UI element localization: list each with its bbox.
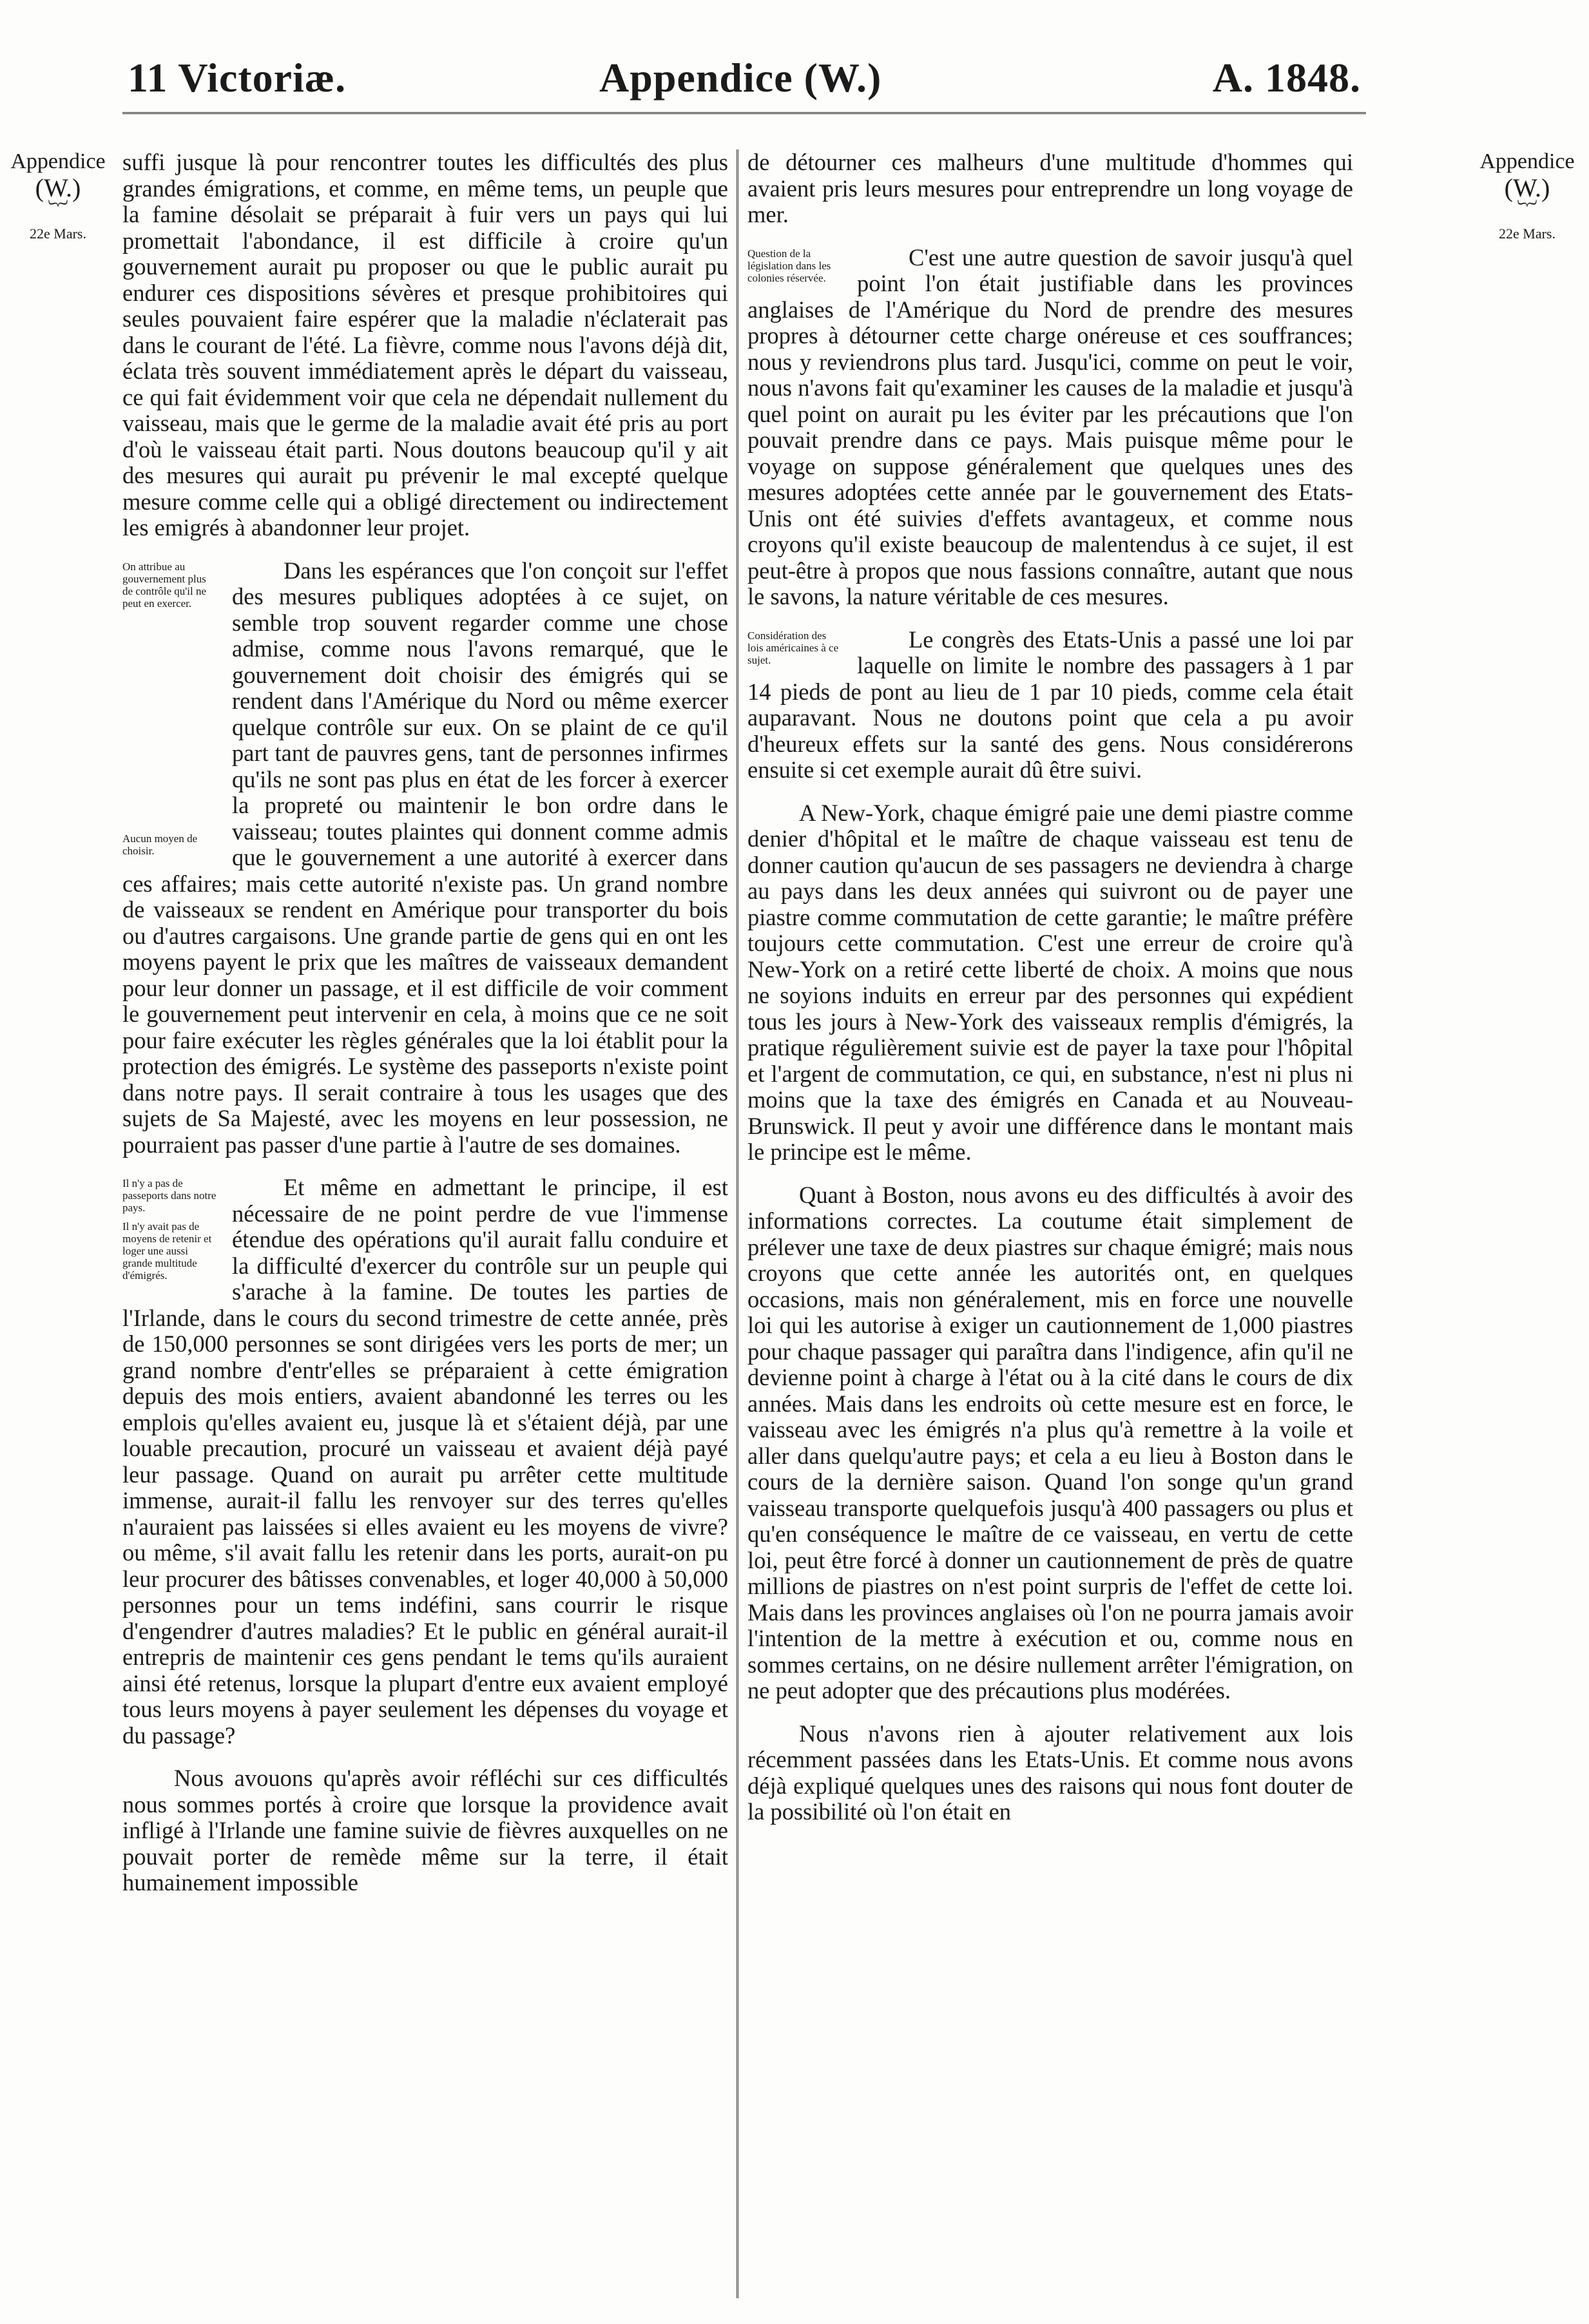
margin-note: Il n'y a pas de passeports dans notre pays. — [122, 1177, 217, 1214]
header-left: 11 Victoriæ. — [128, 55, 347, 101]
margin-note: On attribue au gouvernement plus de contrôle qu'il ne peut en exercer. — [122, 560, 207, 610]
margin-note: Question de la législation dans les colonies réservée. — [747, 247, 831, 284]
side-note-right — [1476, 149, 1579, 242]
margin-note: Aucun moyen de choisir. — [122, 832, 198, 857]
paragraph: Nous n'avons rien à ajouter relativement aux lois récemment passées dans les Etats-Unis. Et comme nous avons déjà expliqué quelques unes des raisons qui nous font douter de la possibilité où l'on était en — [747, 1720, 1353, 1825]
paragraph: Quant à Boston, nous avons eu des difficultés à avoir des informations correctes. La coutume était simplement de prélever une taxe de deux piastres sur chaque émigré; mais nous croyons que cette année les autorités ont, en quelques occasions, mais non généralement, mis en force une nouvelle loi qui les autorise à exiger un cautionnement de 1,000 piastres pour chaque passager qui paraîtra dans l'indigence, afin qu'il ne devienne point à charge à l'état ou à la cité dans le cours de dix années. Mais dans les endroits où cette mesure est en force, le vaisseau avec les émigrés n'a plus qu'à remettre à la voile et aller dans quelqu'autre pays; et cela a eu lieu à Boston dans le cours de la dernière saison. Quand l'on songe qu'un grand vaisseau transporte quelquefois jusqu'à 400 passagers ou plus et qu'en conséquence le maître de ce vaisseau, en vertu de cette loi, peut être forcé à donner un cautionnement de près de quatre millions de piastres on n'est point surpris de l'effet de cette loi. Mais dans les provinces anglaises où l'on ne pourra jamais avoir l'intention de la mettre à exécution et ou, comme nous en sommes certains, on ne désire nullement arrêter l'émigration, on ne peut adopter que des précautions plus modérées. — [747, 1181, 1353, 1704]
side-left-letter: (W.) — [35, 173, 81, 202]
side-left-appendice: Appendice — [10, 149, 106, 173]
paragraph: de détourner ces malheurs d'une multitude d'hommes qui avaient pris leurs mesures pour entreprendre un long voyage de mer. — [747, 149, 1353, 227]
paragraph: A New-York, chaque émigré paie une demi piastre comme denier d'hôpital et le maître de chaque vaisseau est tenu de donner caution qu'aucun de ses passagers ne deviendra à charge au pays dans les deux années qui suivront ou de payer une piastre comme commutation de cette garantie; le maître préfère toujours cette commutation. C'est une erreur de croire qu'à New-York on a retiré cette liberté de choix. A moins que nous ne soyions induits en erreur par des personnes qui expédient tous les jours à New-York des vaisseaux remplis d'émigrés, la pratique régulièrement suivie est de payer la taxe pour l'hôpital et l'argent de commutation, ce qui, en substance, n'est ni plus ni moins que la taxe des émigrés en Canada et au Nouveau-Brunswick. Il peut y avoir une différence dans le montant mais le principe est le même. — [747, 799, 1353, 1165]
margin-note: Il n'y avait pas de moyens de retenir et loger une aussi grande multitude d'émigrés. — [122, 1220, 212, 1282]
side-left-date: 22e Mars. — [30, 226, 86, 242]
paragraph: C'est une autre question de savoir jusqu'à quel point l'on était justifiable dans les provinces anglaises de l'Amérique du Nord de prendre des mesures propres à détourner cette charge onéreuse et ces souffrances; nous y reviendrons plus tard. Jusqu'ici, comme on peut le voir, nous n'avons fait qu'examiner les causes de la maladie et jusqu'à quel point on aurait pu les éviter par les précautions que l'on pouvait prendre dans ce pays. Mais puisque même pour le voyage on suppose généralement que quelques unes des mesures adoptées cette année par le gouvernement des Etats-Unis ont été suivies d'effets avantageux, et comme nous croyons qu'il existe beaucoup de malentendus à ce sujet, il est peut-être à propos que nous fassions connaître, autant que nous le savons, la nature véritable de ces mesures. — [747, 244, 1353, 610]
side-right-date: 22e Mars. — [1499, 226, 1555, 242]
side-right-appendice: Appendice — [1479, 149, 1575, 173]
side-right-letter: (W.) — [1504, 173, 1550, 202]
brace-icon: ︸ — [1517, 200, 1537, 222]
page-header — [122, 54, 1366, 114]
paragraph: Et même en admettant le principe, il est nécessaire de ne point perdre de vue l'immense étendue des opérations qu'il aurait fallu conduire et la difficulté d'exercer du contrôle sur un peuple qui s'arache à la famine. De toutes les parties de l'Irlande, dans le cours du second trimestre de cette année, près de 150,000 personnes se sont dirigées vers les ports de mer; un grand nombre d'entr'elles se préparaient à cette émigration depuis des mois entiers, avaient abandonné les terres ou les emplois qu'elles avaient eu, jusque là et s'étaient déjà, par une louable precaution, procuré un vaisseau et avaient déjà payé leur passage. Quand on aurait pu arrêter cette multitude immense, aurait-il fallu les renvoyer sur des terres qu'elles n'auraient pas laissées si elles avaient eu les moyens de vivre? ou même, s'il avait fallu les retenir dans les ports, aurait-on pu leur procurer des bâtisses convenables, et loger 40,000 à 50,000 personnes pour un tems indéfini, sans courrir le risque d'engendrer d'autres maladies? Et le public en général aurait-il entrepris de maintenir ces gens pendant le tems qu'ils auraient ainsi été retenus, lorsque la plupart d'entre eux avaient employé tous leurs moyens à payer seulement les dépenses du voyage et du passage? — [122, 1174, 728, 1749]
margin-note: Considération des lois américaines à ce sujet. — [747, 629, 839, 666]
column-left — [122, 149, 728, 2298]
paragraph: suffi jusque là pour rencontrer toutes les difficultés des plus grandes émigrations, et comme, en même tems, un peuple que la famine désolait se préparait à fuir vers un pays qui lui promettait l'abondance, il est difficile à croire qu'un gouvernement aurait pu proposer ou que le public aurait pu endurer ces dispositions sévères et presque prohibitoires qui seules pouvaient faire espérer que la maladie n'éclaterait pas dans le courant de l'été. La fièvre, comme nous l'avons déjà dit, éclata très souvent immédiatement après le départ du vaisseau, ce qui fait évidemment voir que cela ne dépendait nullement du vaisseau, mais que le germe de la maladie avait été pris au port d'où le vaisseau était parti. Nous doutons beaucoup qu'il y ait des mesures qui aurait pu prévenir le mal excepté quelque mesure comme celle qui a obligé directement ou indirectement les emigrés à abandonner leur projet. — [122, 149, 728, 541]
side-note-left — [6, 149, 110, 242]
column-divider — [737, 149, 738, 2298]
header-year: A. 1848. — [1212, 55, 1361, 101]
column-right — [747, 149, 1353, 2298]
paragraph: Nous avouons qu'après avoir réfléchi sur ces difficultés nous sommes portés à croire que lorsque la providence avait infligé à l'Irlande une famine suivie de fièvres auxquelles on ne pouvait porter de remède même sur la terre, il était humainement impossible — [122, 1765, 728, 1896]
paragraph: Le congrès des Etats-Unis a passé une loi par laquelle on limite le nombre des passagers à 1 par 14 pieds de pont au lieu de 1 par 10 pieds, comme cela était auparavant. Nous ne doutons point que cela a pu avoir d'heureux effets sur la santé des gens. Nous considérerons ensuite si cet exemple aurait dû être suivi. — [747, 626, 1353, 783]
brace-icon: ︸ — [48, 200, 68, 222]
header-title: Appendice (W.) — [599, 55, 882, 101]
paragraph: Dans les espérances que l'on conçoit sur l'effet des mesures publiques adoptées à ce sujet, on semble trop souvent regarder comme une chose admise, comme nous l'avons remarqué, que le gouvernement doit choisir des émigrés qui se rendent dans l'Amérique du Nord ou même exercer quelque contrôle sur eux. On se plaint de ce qu'il part tant de pauvres gens, tant de personnes infirmes qu'ils ne sont pas plus en état de les forcer à exercer la propreté ou maintenir le bon ordre dans le vaisseau; toutes plaintes qui donnent comme admis que le gouvernement a une autorité à exercer dans ces affaires; mais cette autorité n'existe pas. Un grand nombre de vaisseaux se rendent en Amérique pour transporter du bois ou d'autres cargaisons. Une grande partie de gens qui en ont les moyens payent le prix que les maîtres de vaisseaux demandent pour leur donner un passage, et il est difficile de voir comment le gouvernement peut intervenir en cela, à moins que ce ne soit pour faire exécuter les règles générales que la loi établit pour la protection des émigrés. Le système des passeports n'existe point dans notre pays. Il serait contraire à tous les usages que des sujets de Sa Majesté, avec les moyens en leur possession, ne pourraient pas passer d'une partie à l'autre de ses domaines. — [122, 557, 728, 1158]
